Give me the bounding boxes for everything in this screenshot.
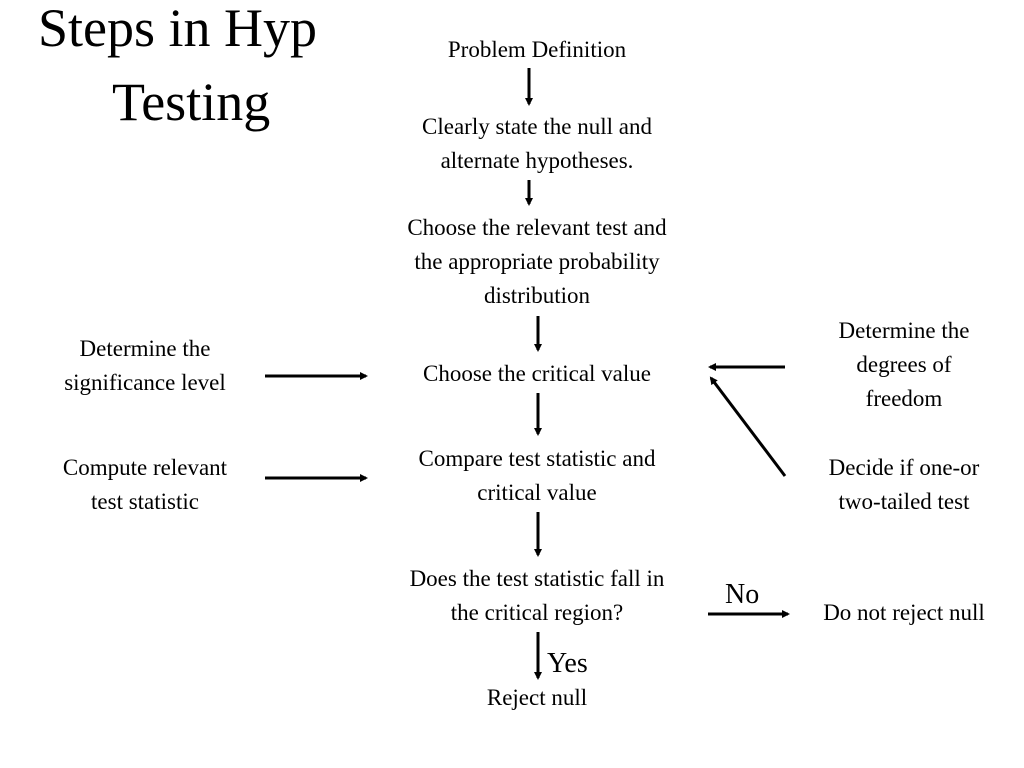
node-reject-null-text: Reject null xyxy=(486,685,588,710)
node-choose-critical-value-text: Choose the critical value xyxy=(422,361,651,386)
node-significance-level xyxy=(25,332,265,400)
node-degrees-of-freedom-line-2: degrees of xyxy=(856,352,952,377)
node-degrees-of-freedom-line-3: freedom xyxy=(865,386,943,411)
edge-label-yes: Yes xyxy=(547,648,588,679)
node-do-not-reject-null-text: Do not reject null xyxy=(823,600,985,625)
node-problem-definition xyxy=(387,33,687,67)
node-compute-statistic-line-1: Compute relevant xyxy=(62,455,228,480)
node-choose-critical-value xyxy=(367,357,707,391)
node-compare-statistic-line-2: critical value xyxy=(477,480,597,505)
node-significance-level-line-2: significance level xyxy=(64,370,226,395)
node-choose-test-line-3: distribution xyxy=(483,283,591,308)
node-tailed-test xyxy=(794,451,1014,519)
title-line-1: Steps in Hyp xyxy=(38,0,318,58)
node-compare-statistic xyxy=(357,442,717,510)
node-tailed-test-line-2: two-tailed test xyxy=(838,489,970,514)
node-choose-test xyxy=(347,211,727,313)
node-state-hypotheses-line-1: Clearly state the null and xyxy=(422,114,652,139)
node-critical-region-question xyxy=(357,562,717,630)
node-tailed-test-line-1: Decide if one-or xyxy=(828,455,980,480)
node-compare-statistic-line-1: Compare test statistic and xyxy=(418,446,656,471)
node-choose-test-line-1: Choose the relevant test and xyxy=(407,215,667,240)
node-reject-null xyxy=(437,681,637,715)
node-compute-statistic xyxy=(25,451,265,519)
node-degrees-of-freedom xyxy=(794,314,1014,416)
node-significance-level-line-1: Determine the xyxy=(79,336,211,361)
node-critical-region-question-line-1: Does the test statistic fall in xyxy=(409,566,665,591)
node-state-hypotheses-line-2: alternate hypotheses. xyxy=(440,148,634,173)
node-critical-region-question-line-2: the critical region? xyxy=(450,600,624,625)
node-problem-definition-text: Problem Definition xyxy=(447,37,627,62)
node-choose-test-line-2: the appropriate probability xyxy=(414,249,660,274)
node-degrees-of-freedom-line-1: Determine the xyxy=(838,318,970,343)
arrow-tail-to-critical xyxy=(711,378,785,476)
node-do-not-reject-null xyxy=(799,596,1009,630)
title-line-2: Testing xyxy=(112,72,271,132)
edge-label-no: No xyxy=(725,579,760,610)
node-compute-statistic-line-2: test statistic xyxy=(91,489,199,514)
node-state-hypotheses xyxy=(367,110,707,178)
